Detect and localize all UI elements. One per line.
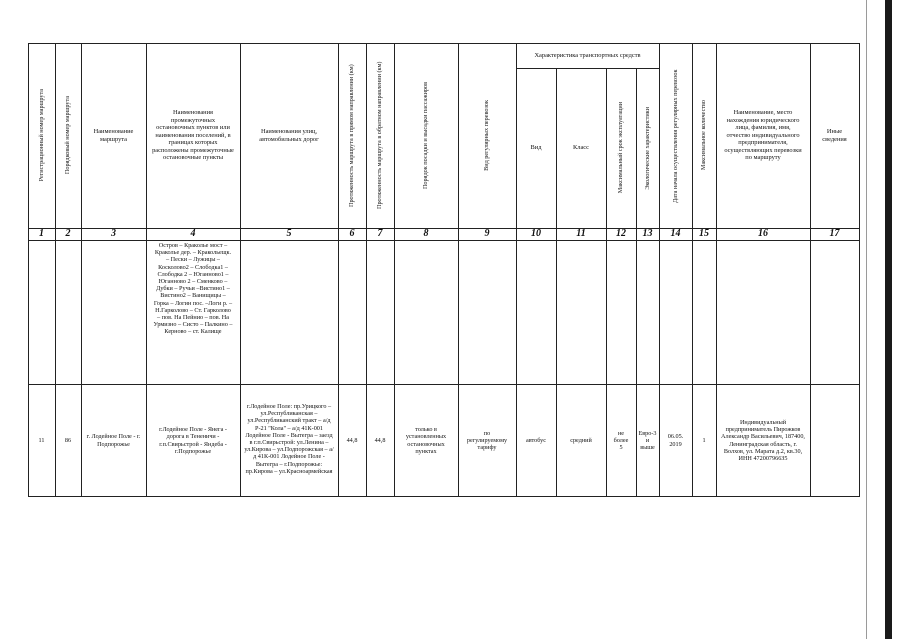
header-max-count	[692, 43, 716, 228]
header-carrier	[716, 43, 810, 228]
header-start-date	[659, 43, 692, 228]
header-transport-type-text: Вид регулярных перевозок	[483, 100, 491, 171]
column-number: 7	[377, 228, 383, 240]
column-number: 4	[190, 228, 196, 240]
row-start-date	[659, 385, 692, 496]
row-stops-text: г.Лодейное Поле - Янега - дорога в Тененичи - г.п.Свирьстрой - Яндеба - г.Подпорожье	[159, 426, 227, 455]
continuation-stops	[146, 241, 240, 383]
row-other	[810, 385, 859, 496]
column-number: 16	[758, 228, 768, 240]
header-vehicle-class	[556, 68, 606, 228]
column-number: 2	[65, 228, 71, 240]
column-number: 6	[349, 228, 355, 240]
row-transport-type	[458, 385, 516, 496]
header-other-text: Иные сведения	[822, 127, 847, 143]
column-number: 15	[699, 228, 709, 240]
row-streets-text: г.Лодейное Поле: пр.Урицкого – ул.Республиканская – ул.Республиканский тракт – а/д Р-21 "Кола" – а/д 41К-001 Лодейное Поле - Вытегра – заезд в г.п.Свирьстрой: ул.Ленина – ул.Кирова – ул.Подпорожская – а/д 41К-001 Лодейное Поле - Вытегра – г.Подпорожье: пр.Кирова – ул.Красноармейская	[244, 402, 334, 475]
row-length-back: 44,8	[374, 436, 386, 444]
scan-edge-bar	[885, 0, 892, 639]
column-number: 17	[829, 228, 840, 240]
header-reg-number	[28, 43, 55, 228]
row-max-age-text: не более 5	[613, 429, 629, 452]
header-vehicle-group-text: Характеристика транспортных средств	[534, 51, 641, 59]
column-number: 11	[576, 228, 586, 240]
header-length-forward	[338, 43, 366, 228]
row-max-age	[606, 385, 636, 496]
row-carrier-text: Индивидуальный предприниматель Пирожков Александр Васильевич, 187400, Ленинградская область, г. Волхов, ул. Марата д.2, кв.30, ИНН 472007966З5	[721, 418, 805, 462]
header-other	[810, 43, 859, 228]
column-number: 12	[616, 228, 626, 240]
row-route-name	[81, 385, 146, 496]
header-transport-type	[458, 43, 516, 228]
header-stops-text: Наименования промежуточных остановочных пунктов или наименования поселений, в границах которых расположены промежуточные остановочные пункты	[152, 108, 234, 162]
column-number: 5	[286, 228, 292, 240]
column-number: 10	[531, 228, 541, 240]
row-boarding-order	[394, 385, 458, 496]
header-carrier-text: Наименование, место нахождения юридического лица, фамилия, имя, отчество индивидуального предпринимателя, осуществляющих перевозки по маршруту	[724, 108, 802, 162]
header-vehicle-group	[516, 43, 659, 68]
header-max-age	[606, 68, 636, 228]
header-max-age-text: Максимальный срок эксплуатации	[617, 102, 625, 194]
header-reg-number-text: Регистрационный номер маршрута	[37, 89, 45, 182]
row-vehicle-class: средний	[570, 436, 592, 444]
column-number: 1	[39, 228, 44, 240]
header-start-date-text: Дата начала осуществления регулярных перевозок	[671, 68, 679, 203]
row-carrier	[716, 385, 810, 496]
header-eco-class-text: Экологические характеристики	[643, 106, 651, 190]
continuation-stops-text: Остров – Краколье мост – Краколье дер. – Кракольещк. – Пески – Лужицы – Косколово2 – Слободка1 – Слободка 2 – Юганново1 – Юганново 2 – Сменково – Дубки – Ручьи –Вистино1 – Вистино2 – Ванищицы – Горка – Логин пос. –Логи р. – Н.Гарколово – Ст. Гарколово – пов. На Пейнио – пов. На Урмизно – Систо – Палкино – Керново – ст. Калище	[153, 242, 233, 336]
header-vehicle-class-text: Класс	[573, 144, 589, 152]
header-length-back	[366, 43, 394, 228]
row-max-count: 1	[702, 436, 706, 444]
header-boarding-order-text: Порядок посадки и высадки пассажиров	[422, 81, 430, 190]
row-order-number: 86	[64, 436, 72, 444]
row-reg-number: 11	[38, 436, 45, 444]
row-boarding-order-text: только в установленных остановочных пунктах	[405, 426, 447, 455]
header-length-forward-text: Протяженность маршрута в прямом направлении (км)	[348, 64, 355, 207]
header-boarding-order	[394, 43, 458, 228]
row-start-date-text: 06.05. 2019	[667, 433, 684, 448]
header-route-name	[81, 43, 146, 228]
row-streets	[240, 378, 338, 500]
header-order-number-text: Порядковый номер маршрута	[64, 96, 72, 175]
row-length-forward: 44,8	[346, 436, 358, 444]
header-route-name-text: Наименование маршрута	[93, 127, 134, 143]
column-number: 14	[670, 228, 681, 240]
row-eco-class	[636, 385, 659, 496]
scan-edge-line	[866, 0, 867, 639]
header-order-number	[55, 43, 81, 228]
header-length-back-text: Протяженность маршрута в обратном направлении (км)	[376, 61, 383, 210]
header-streets-text: Наименования улиц, автомобильных дорог	[259, 127, 319, 143]
header-vehicle-kind-text: Вид	[530, 144, 542, 152]
row-transport-type-text: по регулируемому тарифу	[466, 429, 508, 452]
header-stops	[146, 43, 240, 228]
column-number: 9	[484, 228, 490, 240]
column-number: 8	[423, 228, 429, 240]
header-max-count-text: Максимальное количество	[700, 100, 708, 171]
row-eco-class-text: Евро-3 и выше	[638, 429, 657, 452]
header-eco-class	[636, 68, 659, 228]
header-vehicle-kind	[516, 68, 556, 228]
column-number: 13	[642, 228, 653, 240]
column-number: 3	[111, 228, 116, 240]
table-border-bottom	[28, 496, 860, 497]
row-vehicle-kind: автобус	[526, 436, 546, 444]
row-stops	[146, 385, 240, 496]
row-route-name-text: г. Лодейное Поле - г. Подпорожье	[86, 433, 141, 448]
table-border-right	[859, 43, 860, 497]
header-streets	[240, 43, 338, 228]
